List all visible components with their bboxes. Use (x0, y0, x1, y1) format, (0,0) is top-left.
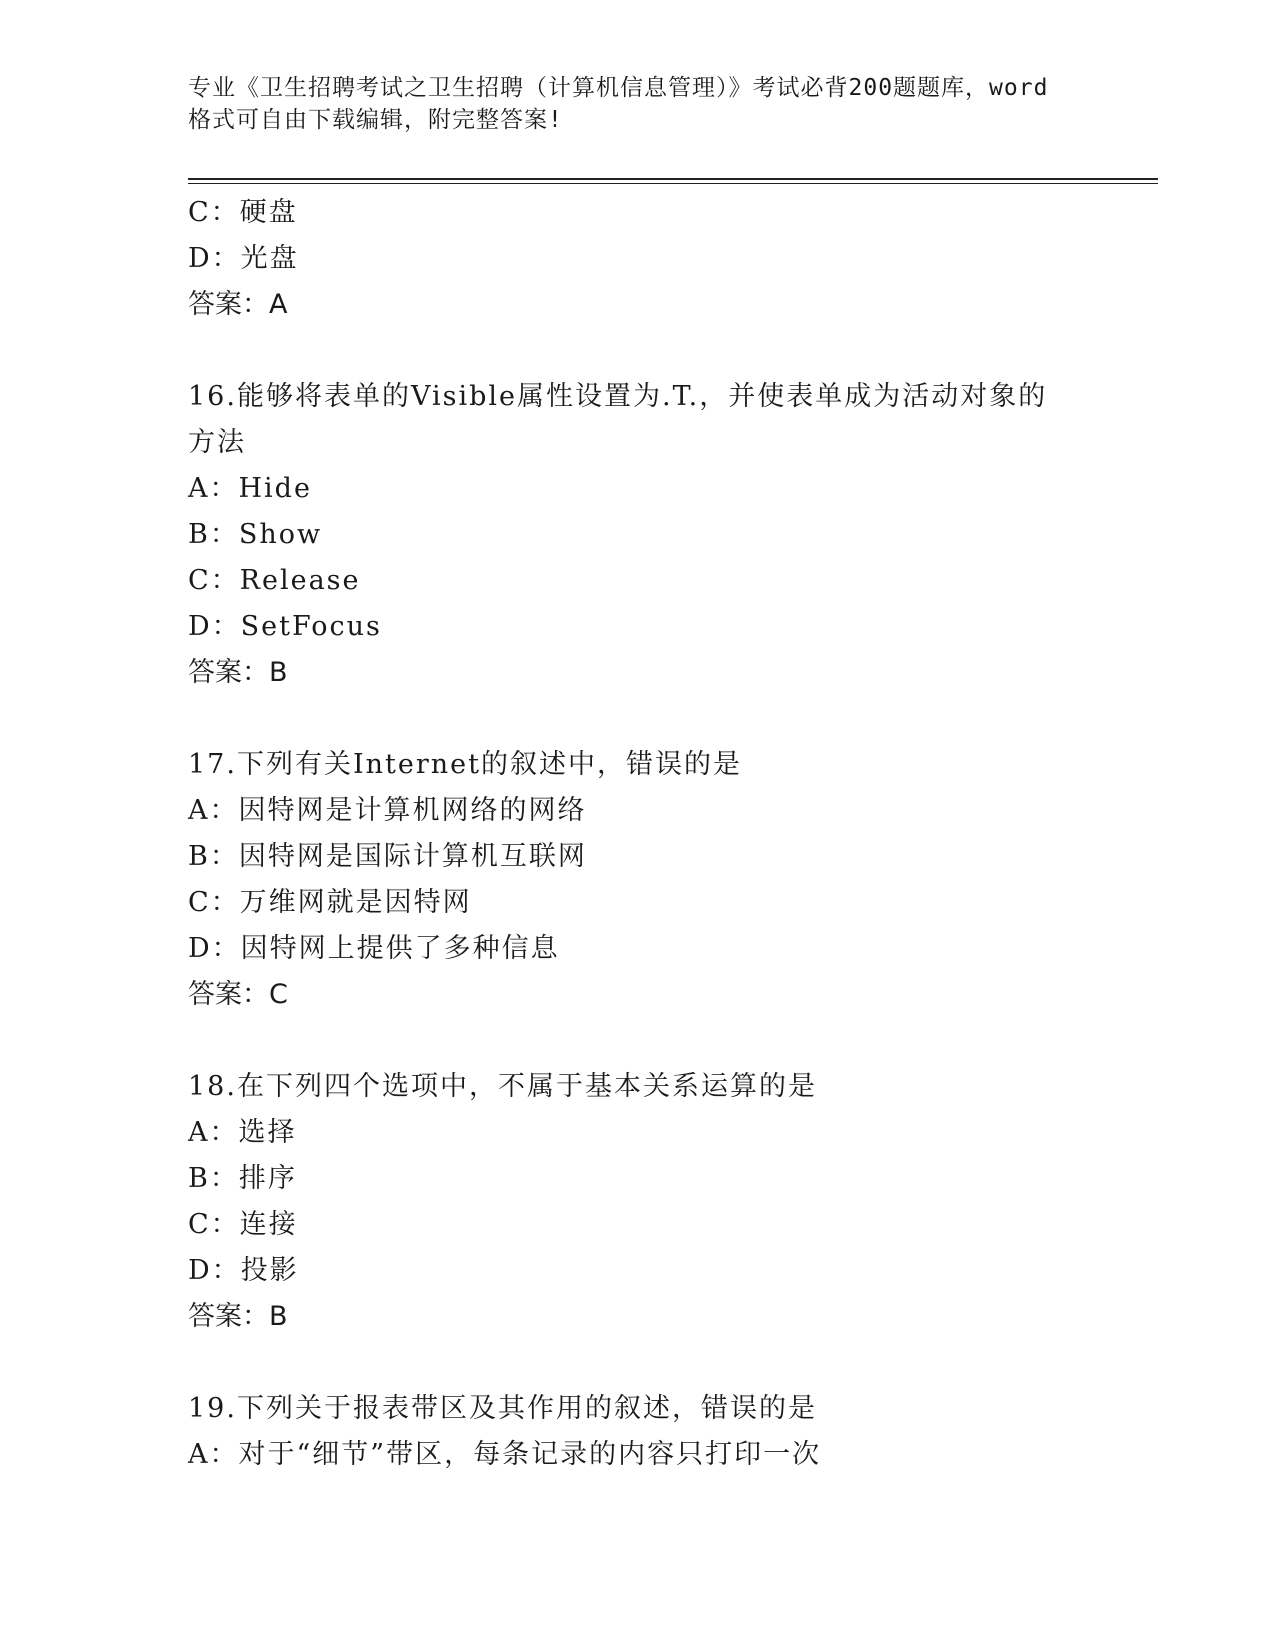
option-b: B：因特网是国际计算机互联网 (188, 841, 587, 872)
header-line-1: 专业《卫生招聘考试之卫生招聘（计算机信息管理）》考试必背200题题库，word (188, 75, 1049, 101)
answer-label: 答案：B (188, 657, 288, 688)
answer-label: 答案：B (188, 1301, 288, 1332)
question-stem: 17.下列有关Internet的叙述中，错误的是 (188, 749, 742, 780)
document-header (188, 72, 1088, 136)
question-stem-continued: 方法 (188, 427, 246, 458)
option-c: C：硬盘 (188, 197, 298, 228)
option-b: B：排序 (188, 1163, 297, 1194)
option-c: C：万维网就是因特网 (188, 887, 472, 918)
option-c: C：Release (188, 565, 361, 596)
question-stem: 18.在下列四个选项中，不属于基本关系运算的是 (188, 1071, 817, 1102)
answer-label: 答案：C (188, 979, 288, 1010)
question-16 (188, 374, 1158, 696)
question-19 (188, 1386, 1158, 1478)
question-content (188, 190, 1158, 1478)
header-line-2: 格式可自由下载编辑，附完整答案! (188, 107, 563, 133)
answer-label: 答案：A (188, 289, 288, 320)
option-d: D：光盘 (188, 243, 299, 274)
option-d: D：投影 (188, 1255, 299, 1286)
question-18 (188, 1064, 1158, 1340)
option-d: D：SetFocus (188, 611, 382, 642)
header-divider (188, 178, 1158, 184)
option-a: A：Hide (188, 473, 312, 504)
question-stem: 19.下列关于报表带区及其作用的叙述，错误的是 (188, 1393, 817, 1424)
option-b: B：Show (188, 519, 323, 550)
spacer (188, 1340, 1158, 1386)
option-a: A：因特网是计算机网络的网络 (188, 795, 587, 826)
option-a: A：选择 (188, 1117, 297, 1148)
option-a: A：对于“细节”带区，每条记录的内容只打印一次 (188, 1439, 822, 1470)
spacer (188, 328, 1158, 374)
question-stem: 16.能够将表单的Visible属性设置为.T.，并使表单成为活动对象的 (188, 381, 1048, 412)
option-c: C：连接 (188, 1209, 298, 1240)
spacer (188, 696, 1158, 742)
question-15-tail (188, 190, 1158, 328)
spacer (188, 1018, 1158, 1064)
option-d: D：因特网上提供了多种信息 (188, 933, 560, 964)
question-17 (188, 742, 1158, 1018)
